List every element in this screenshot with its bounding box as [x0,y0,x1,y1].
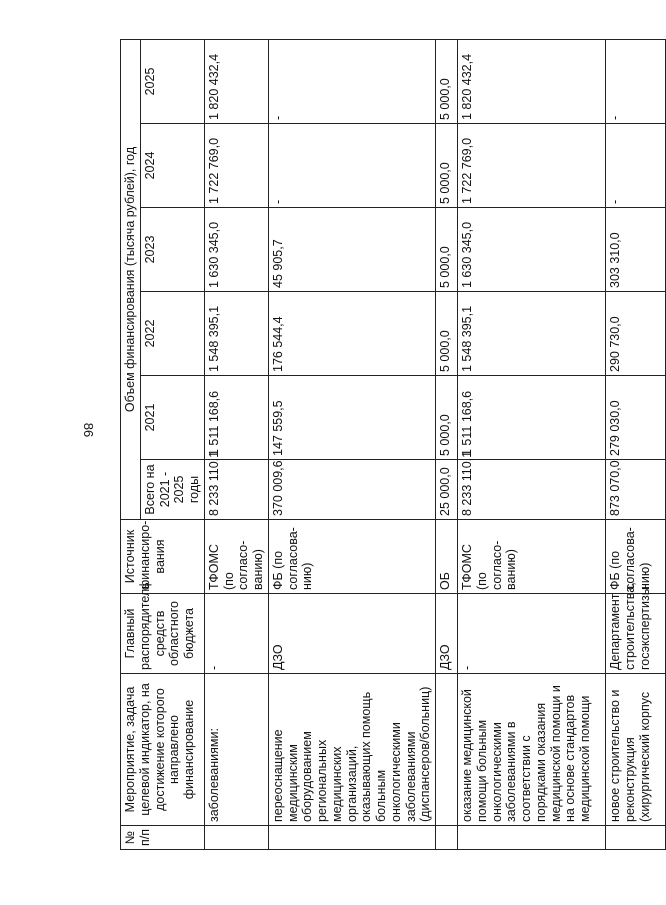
cell-total: 8 233 110,1 [204,460,268,520]
cell-2021: 1 511 168,6 [204,376,268,460]
cell-2024: 1 722 769,0 [204,124,268,208]
table-row [436,39,458,849]
header-source: Источник финансиро-вания [121,520,205,594]
cell-2025: 5 000,0 [436,39,458,123]
cell-2021: 279 030,0 [606,376,666,460]
cell-distributor: ДЗО [436,594,458,674]
cell-event: оказание медицинской помощи больным онкологическими заболеваниями в соответствии с порядками оказания медицинской помощи и на основе стандартов медицинской помощи [458,674,606,826]
cell-event: новое строительство и реконструкция (хирургический корпус [606,674,666,826]
cell-source: ТФОМС (по согласо-ванию) [204,520,268,594]
cell-2024: 1 722 769,0 [458,124,606,208]
cell-total: 25 000,0 [436,460,458,520]
cell-2024: 5 000,0 [436,124,458,208]
cell-2022: 176 544,4 [268,292,435,376]
cell-source: ФБ (по согласова-нию) [268,520,435,594]
cell-total: 370 009,6 [268,460,435,520]
header-year-2022: 2022 [140,292,204,376]
cell-source: ОБ [436,520,458,594]
header-year-2023: 2023 [140,208,204,292]
cell-total: 8 233 110,1 [458,460,606,520]
cell-2022: 290 730,0 [606,292,666,376]
header-total: Всего на 2021 - 2025 годы [140,460,204,520]
cell-2023: 303 310,0 [606,208,666,292]
cell-2025: - [606,39,666,123]
header-num: № п/п [121,826,205,850]
cell-2025: 1 820 432,4 [204,39,268,123]
cell-2023: 1 630 345,0 [204,208,268,292]
cell-distributor: ДЗО [268,594,435,674]
cell-source: ФБ (по согласова-нию) [606,520,666,594]
cell-num [458,826,606,850]
header-volume: Объем финансирования (тысяча рублей), год [121,39,141,519]
cell-2022: 1 548 395,1 [204,292,268,376]
cell-total: 873 070,0 [606,460,666,520]
cell-event: заболеваниями: [204,674,268,826]
cell-num [268,826,435,850]
cell-distributor: - [204,594,268,674]
cell-2023: 5 000,0 [436,208,458,292]
cell-2021: 5 000,0 [436,376,458,460]
cell-event [436,674,458,826]
cell-2021: 1 511 168,6 [458,376,606,460]
cell-2024: - [268,124,435,208]
page-number: 86 [81,422,96,438]
cell-2025: 1 820 432,4 [458,39,606,123]
cell-distributor: Департамент строительства, госэкспертизы [606,594,666,674]
cell-2024: - [606,124,666,208]
table-row [458,39,606,849]
cell-num [606,826,666,850]
cell-2023: 45 905,7 [268,208,435,292]
cell-2025: - [268,39,435,123]
header-event: Мероприятие, задача целевой индикатор, на достижение которого направлено финансирование [121,674,205,826]
cell-2021: 147 559,5 [268,376,435,460]
cell-distributor: - [458,594,606,674]
cell-num [436,826,458,850]
header-year-2024: 2024 [140,124,204,208]
table-row [268,39,435,849]
table-row [204,39,268,849]
cell-source: ТФОМС (по согласо-ванию) [458,520,606,594]
table-row [606,39,666,849]
financing-table [120,39,666,850]
header-row-1 [121,39,141,849]
cell-2022: 1 548 395,1 [458,292,606,376]
rotated-table-wrapper [120,40,652,850]
header-year-2021: 2021 [140,376,204,460]
cell-num [204,826,268,850]
header-distributor: Главный распорядитель средств областного бюджета [121,594,205,674]
cell-2023: 1 630 345,0 [458,208,606,292]
cell-event: переоснащение медицинским оборудованием региональных медицинских организаций, оказывающих помощь больным онкологическими заболеваниями (диспансеров/больниц) [268,674,435,826]
cell-2022: 5 000,0 [436,292,458,376]
header-year-2025: 2025 [140,39,204,123]
